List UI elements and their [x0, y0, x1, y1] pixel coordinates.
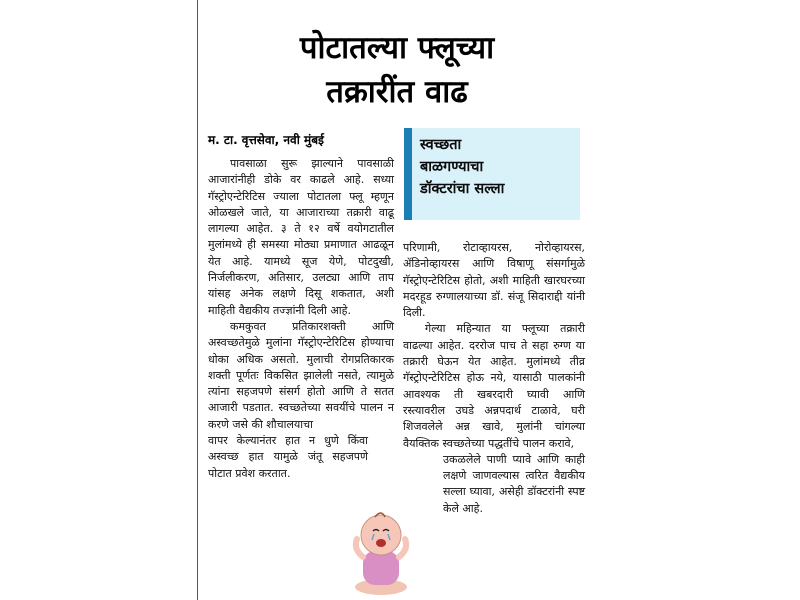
byline: म. टा. वृत्तसेवा, नवी मुंबई [208, 133, 324, 147]
sidebar-callout [404, 128, 580, 220]
callout-accent-bar [404, 128, 412, 220]
paragraph-4: गेल्या महिन्यात या फ्लूच्या तक्रारी वाढल्या आहेत. दररोज पाच ते सहा रुग्ण या तक्रारी घेऊन येत आहेत. मुलांमध्ये तीव्र गॅस्ट्रोएन्टेरिटिस होऊ नये, यासाठी पालकांनी आवश्यक ती खबरदारी घ्यावी आणि रस्त्यावरील उघडे अन्नपदार्थ टाळावे, घरी शिजवलेले अन्न खावे, मुलांनी चांगल्या वैयक्तिक स्वच्छतेच्या पद्धतींचे पालन करावे, [403, 322, 585, 450]
crying-baby-icon [345, 507, 417, 597]
callout-line-2: बाळगण्याचा [420, 159, 484, 175]
paragraph-2: कमकुवत प्रतिकारशक्ती आणि अस्वच्छतेमुळे मुलांना गॅस्ट्रोएन्टेरिटिस होण्याचा धोका अधिक असतो. मुलाची रोगप्रतिकारक शक्ती पूर्णतः विकसित झालेली नसते, त्यामुळे त्यांना सहजपणे संसर्ग होतो आणि ते सतत आजारी पडतात. स्वच्छतेच्या सवयींचे पालन न करणे जसे की शौचालयाचा [208, 319, 394, 431]
paragraph-4-continued: उकळलेले पाणी प्यावे आणि काही लक्षणे जाणवल्यास त्वरित वैद्यकीय सल्ला घ्यावा, असेही डॉक्टरांनी स्पष्ट केले आहे. [443, 452, 585, 515]
headline-line-1: पोटातल्या फ्लूच्या [299, 30, 495, 66]
paragraph-2-continued: वापर केल्यानंतर हात न धुणे किंवा अस्वच्छ हात यामुळे जंतू सहजपणे पोटात प्रवेश करतात. [208, 434, 368, 480]
headline [197, 26, 597, 114]
column-right [403, 240, 585, 517]
callout-title [420, 134, 504, 200]
paragraph-3: परिणामी, रोटाव्हायरस, नोरोव्हायरस, ॲडिनोव्हायरस आणि विषाणू संसर्गामुळे गॅस्ट्रोएन्टेरिटिस होतो, अशी माहिती खारघरच्या मदरहूड रुग्णालयाच्या डॉ. संजू सिदाराद्दी यांनी दिली. [403, 241, 585, 320]
headline-line-2: तक्रारींत वाढ [326, 74, 468, 110]
callout-line-3: डॉक्टरांचा सल्ला [420, 181, 505, 197]
column-left [208, 156, 394, 482]
paragraph-1: पावसाळा सुरू झाल्याने पावसाळी आजारांनीही डोके वर काढले आहे. सध्या गॅस्ट्रोएन्टेरिटिस ज्याला पोटातला फ्लू म्हणून ओळखले जाते, या आजाराच्या तक्रारी वाढू लागल्या आहेत. ३ ते १२ वर्षे वयोगटातील मुलांमध्ये ही समस्या मोठ्या प्रमाणात आढळून येत आहे. यामध्ये सूज येणे, पोटदुखी, निर्जलीकरण, अतिसार, उलट्या आणि ताप यांसह अनेक लक्षणे दिसू शकतात, अशी माहिती वैद्यकीय तज्ज्ञांनी दिली आहे. [208, 157, 394, 317]
callout-line-1: स्वच्छता [420, 137, 462, 153]
